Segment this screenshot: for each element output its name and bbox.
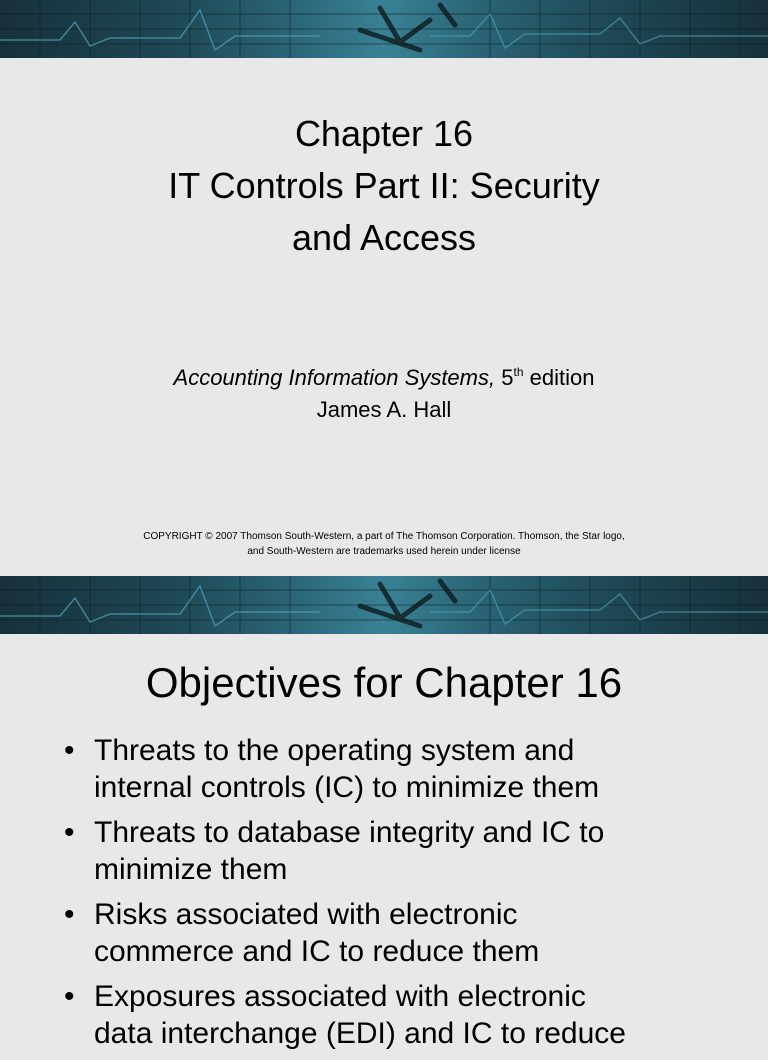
chapter-title-line-2: IT Controls Part II: Security <box>168 165 600 206</box>
bullet-line-1: Threats to the operating system and <box>94 734 575 767</box>
bullet-line-2: data interchange (EDI) and IC to reduce <box>94 1017 626 1050</box>
edition-number: 5 <box>501 365 514 390</box>
book-title: Accounting Information Systems, <box>173 365 496 390</box>
bullet-line-1: Exposures associated with electronic <box>94 980 586 1013</box>
bullet-line-2: minimize them <box>94 853 288 886</box>
chapter-title-line-3: and Access <box>291 217 477 258</box>
bullet-icon: • <box>64 980 75 1013</box>
banner-graphic <box>0 576 768 634</box>
author: James A. Hall <box>316 397 452 422</box>
objectives-list <box>64 732 744 1060</box>
bullet-line-2: commerce and IC to reduce them <box>94 935 540 968</box>
bullet-icon: • <box>64 816 75 849</box>
bullet-icon: • <box>64 898 75 931</box>
banner-graphic <box>0 0 768 58</box>
edition-suffix: th <box>513 365 524 379</box>
book-line <box>0 357 768 393</box>
list-item <box>64 896 744 970</box>
objectives-slide <box>0 634 768 1050</box>
list-item <box>64 978 744 1052</box>
copyright-line-1: COPYRIGHT © 2007 Thomson South-Western, a part of The Thomson Corporation. Thomson, the Star logo, <box>143 531 625 542</box>
bullet-line-2: internal controls (IC) to minimize them <box>94 771 600 804</box>
bullet-line-1: Risks associated with electronic <box>94 898 518 931</box>
bullet-icon: • <box>64 734 75 767</box>
chapter-title-line-1: Chapter 16 <box>294 113 474 154</box>
bullet-line-1: Threats to database integrity and IC to <box>94 816 605 849</box>
middle-banner <box>0 576 768 634</box>
list-item <box>64 814 744 888</box>
top-banner <box>0 0 768 58</box>
edition-word: edition <box>529 365 595 390</box>
list-item <box>64 732 744 806</box>
objectives-title: Objectives for Chapter 16 <box>145 659 623 706</box>
copyright-line-2: and South-Western are trademarks used herein under license <box>247 546 521 557</box>
title-slide <box>0 58 768 576</box>
